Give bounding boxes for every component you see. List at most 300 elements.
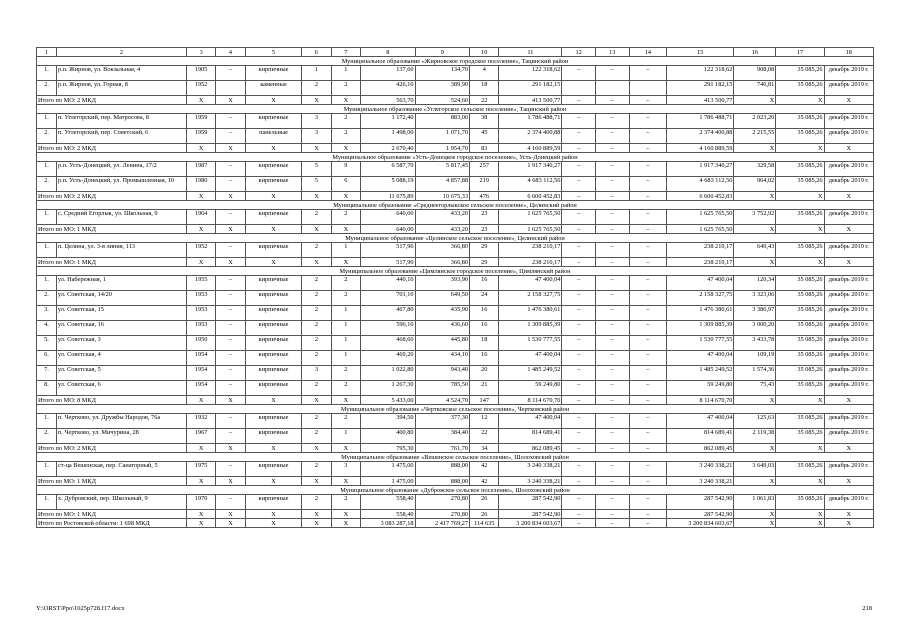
subtotal-col-16: Х [734, 144, 776, 153]
cell-col-2: п. Углегорский, пер. Матросова, 8 [56, 114, 186, 129]
cell-col-3: 1953 [186, 291, 215, 306]
cell-col-1: 8. [37, 381, 57, 396]
cell-col-10: 26 [470, 495, 499, 510]
cell-col-1: 1. [37, 462, 57, 477]
cell-col-17: 35 085,26 [776, 66, 824, 81]
cell-col-18: декабрь 2019 г. [824, 129, 873, 144]
cell-col-15: 4 683 112,56 [667, 177, 734, 192]
cell-col-18: декабрь 2019 г. [824, 177, 873, 192]
cell-col-3: 1959 [186, 114, 215, 129]
cell-col-14: – [629, 462, 667, 477]
subtotal-col-18: Х [824, 477, 873, 486]
cell-col-8: 5 088,19 [361, 177, 416, 192]
cell-col-10: 18 [470, 336, 499, 351]
grand-total-col-13: – [595, 519, 629, 528]
column-number-3: 3 [186, 48, 215, 57]
cell-col-2: ул. Советская, 4 [56, 351, 186, 366]
grand-total-col-10: 114 635 [470, 519, 499, 528]
subtotal-col-12: – [562, 477, 596, 486]
subtotal-col-3: Х [186, 96, 215, 105]
cell-col-5: кирпичные [245, 321, 302, 336]
cell-col-11: 287 542,90 [499, 495, 562, 510]
column-number-9: 9 [415, 48, 470, 57]
subtotal-col-5: Х [245, 96, 302, 105]
cell-col-1: 1. [37, 66, 57, 81]
subtotal-col-6: Х [302, 225, 331, 234]
grand-total-col-11: 3 200 834 603,67 [499, 519, 562, 528]
subtotal-col-12: – [562, 225, 596, 234]
subtotal-col-5: Х [245, 396, 302, 405]
cell-col-16: 109,19 [734, 351, 776, 366]
cell-col-12: – [562, 243, 596, 258]
subtotal-col-12: – [562, 510, 596, 519]
cell-col-1: 4. [37, 321, 57, 336]
cell-col-13: – [595, 129, 629, 144]
cell-col-14: – [629, 321, 667, 336]
cell-col-14: – [629, 66, 667, 81]
cell-col-4 [216, 81, 245, 96]
subtotal-col-14: – [629, 477, 667, 486]
subtotal-col-5: Х [245, 258, 302, 267]
cell-col-12: – [562, 429, 596, 444]
cell-col-8: 1 022,80 [361, 366, 416, 381]
cell-col-5: кирпичные [245, 351, 302, 366]
subtotal-col-10: 22 [470, 96, 499, 105]
cell-col-12: – [562, 414, 596, 429]
cell-col-7: 2 [331, 210, 360, 225]
grand-total-col-3: Х [186, 519, 215, 528]
subtotal-col-15: 4 160 889,59 [667, 144, 734, 153]
cell-col-16: 2 119,38 [734, 429, 776, 444]
subtotal-col-7: Х [331, 258, 360, 267]
cell-col-14: – [629, 243, 667, 258]
cell-col-6: 2 [302, 291, 331, 306]
subtotal-col-6: Х [302, 192, 331, 201]
subtotal-col-17: Х [776, 192, 824, 201]
municipality-section-row [37, 234, 874, 243]
column-number-13: 13 [595, 48, 629, 57]
cell-col-14: – [629, 495, 667, 510]
cell-col-9: 435,90 [415, 306, 470, 321]
subtotal-col-4: Х [216, 144, 245, 153]
subtotal-col-18: Х [824, 192, 873, 201]
cell-col-4: – [216, 429, 245, 444]
table-row [37, 306, 874, 321]
cell-col-7: 1 [331, 306, 360, 321]
subtotal-label: Итого по МО: 2 МКД [37, 444, 187, 453]
cell-col-16: 3 323,06 [734, 291, 776, 306]
municipality-title: Муниципальное образование «Усть-Донецкое городское поселение», Усть-Донецкий район [37, 153, 874, 162]
cell-col-2: ул. Советская, 16 [56, 321, 186, 336]
table-row [37, 210, 874, 225]
subtotal-col-13: – [595, 510, 629, 519]
cell-col-17: 35 085,26 [776, 306, 824, 321]
table-row [37, 321, 874, 336]
cell-col-1: 5. [37, 336, 57, 351]
grand-total-label: Итого по Ростовской области: 1 698 МКД [37, 519, 187, 528]
cell-col-16: 3 433,78 [734, 336, 776, 351]
cell-col-8: 400,80 [361, 429, 416, 444]
subtotal-col-3: Х [186, 225, 215, 234]
subtotal-col-5: Х [245, 144, 302, 153]
subtotal-col-13: – [595, 225, 629, 234]
table-row [37, 243, 874, 258]
subtotal-col-15: 413 500,77 [667, 96, 734, 105]
cell-col-2: ул. Советская, 3 [56, 336, 186, 351]
cell-col-1: 2. [37, 429, 57, 444]
subtotal-col-12: – [562, 396, 596, 405]
cell-col-12: – [562, 114, 596, 129]
cell-col-1: 1. [37, 243, 57, 258]
subtotal-col-10: 34 [470, 444, 499, 453]
cell-col-16: 3 649,03 [734, 462, 776, 477]
cell-col-6: 3 [302, 114, 331, 129]
cell-col-3: 1987 [186, 162, 215, 177]
cell-col-5: кирпичные [245, 429, 302, 444]
column-number-14: 14 [629, 48, 667, 57]
cell-col-3: 1959 [186, 129, 215, 144]
cell-col-10: 24 [470, 291, 499, 306]
cell-col-8: 469,20 [361, 351, 416, 366]
cell-col-10: 16 [470, 321, 499, 336]
cell-col-10: 18 [470, 81, 499, 96]
cell-col-14: – [629, 291, 667, 306]
cell-col-15: 1 625 765,50 [667, 210, 734, 225]
subtotal-label: Итого по МО: 1 МКД [37, 225, 187, 234]
cell-col-11: 59 249,80 [499, 381, 562, 396]
subtotal-col-11: 3 240 338,21 [499, 477, 562, 486]
cell-col-17: 35 085,26 [776, 177, 824, 192]
subtotal-col-18: Х [824, 258, 873, 267]
cell-col-2: р.п. Усть-Донецкий, ул. Ленина, 17/2 [56, 162, 186, 177]
cell-col-12: – [562, 162, 596, 177]
cell-col-11: 2 374 400,88 [499, 129, 562, 144]
cell-col-7: 1 [331, 429, 360, 444]
cell-col-15: 1 476 380,61 [667, 306, 734, 321]
cell-col-15: 1 485 249,52 [667, 366, 734, 381]
cell-col-12: – [562, 291, 596, 306]
cell-col-2: р.п. Жирнов, ул. Вокзальная, 4 [56, 66, 186, 81]
subtotal-col-10: 26 [470, 510, 499, 519]
municipality-section-row [37, 201, 874, 210]
subtotal-col-10: 147 [470, 396, 499, 405]
cell-col-10: 20 [470, 366, 499, 381]
cell-col-7: 2 [331, 276, 360, 291]
cell-col-7: 1 [331, 66, 360, 81]
subtotal-col-8: 517,90 [361, 258, 416, 267]
subtotal-row [37, 258, 874, 267]
cell-col-5: кирпичные [245, 495, 302, 510]
cell-col-8: 558,40 [361, 495, 416, 510]
table-row [37, 366, 874, 381]
cell-col-4: – [216, 66, 245, 81]
cell-col-15: 3 240 338,21 [667, 462, 734, 477]
cell-col-17: 35 085,26 [776, 429, 824, 444]
cell-col-13: – [595, 351, 629, 366]
cell-col-15: 47 400,04 [667, 351, 734, 366]
municipality-section-row [37, 453, 874, 462]
subtotal-col-9: 888,00 [415, 477, 470, 486]
cell-col-3: 1954 [186, 351, 215, 366]
cell-col-14: – [629, 351, 667, 366]
subtotal-col-6: Х [302, 510, 331, 519]
cell-col-2: ст-ца Вешенская, пер. Санаторный, 5 [56, 462, 186, 477]
column-number-17: 17 [776, 48, 824, 57]
subtotal-col-18: Х [824, 225, 873, 234]
cell-col-3: 1953 [186, 321, 215, 336]
cell-col-10: 12 [470, 414, 499, 429]
cell-col-4: – [216, 177, 245, 192]
cell-col-18: декабрь 2019 г. [824, 351, 873, 366]
cell-col-15: 814 689,41 [667, 429, 734, 444]
cell-col-2: р.п. Жирнов, ул. Горная, 8 [56, 81, 186, 96]
subtotal-col-15: 6 600 452,83 [667, 192, 734, 201]
cell-col-9: 649,50 [415, 291, 470, 306]
cell-col-13: – [595, 414, 629, 429]
cell-col-12: – [562, 306, 596, 321]
cell-col-13: – [595, 276, 629, 291]
subtotal-row [37, 144, 874, 153]
cell-col-18: декабрь 2019 г. [824, 66, 873, 81]
cell-col-2: п. Чертково, ул. Мичурина, 28 [56, 429, 186, 444]
cell-col-10: 38 [470, 114, 499, 129]
cell-col-10: 22 [470, 429, 499, 444]
cell-col-8: 467,80 [361, 306, 416, 321]
subtotal-col-6: Х [302, 258, 331, 267]
subtotal-col-13: – [595, 192, 629, 201]
cell-col-2: ул. Советская, 15 [56, 306, 186, 321]
cell-col-7: 1 [331, 321, 360, 336]
cell-col-8: 137,60 [361, 66, 416, 81]
subtotal-col-9: 10 675,33 [415, 192, 470, 201]
table-row [37, 291, 874, 306]
cell-col-10: 45 [470, 129, 499, 144]
cell-col-16: 3 752,92 [734, 210, 776, 225]
subtotal-col-14: – [629, 144, 667, 153]
grand-total-col-15: 3 200 834 603,67 [667, 519, 734, 528]
cell-col-12: – [562, 177, 596, 192]
cell-col-3: 1905 [186, 66, 215, 81]
cell-col-5: кирпичные [245, 276, 302, 291]
houses-table [36, 47, 874, 528]
cell-col-15: 2 158 327,75 [667, 291, 734, 306]
cell-col-3: 1953 [186, 306, 215, 321]
cell-col-18: декабрь 2019 г. [824, 462, 873, 477]
subtotal-col-8: 2 670,40 [361, 144, 416, 153]
cell-col-11: 1 917 340,27 [499, 162, 562, 177]
cell-col-17: 35 085,26 [776, 210, 824, 225]
cell-col-4: – [216, 210, 245, 225]
subtotal-col-8: 563,70 [361, 96, 416, 105]
subtotal-col-15: 8 114 670,70 [667, 396, 734, 405]
cell-col-13: – [595, 162, 629, 177]
subtotal-col-11: 8 114 670,70 [499, 396, 562, 405]
municipality-section-row [37, 405, 874, 414]
subtotal-col-13: – [595, 396, 629, 405]
cell-col-13: – [595, 336, 629, 351]
subtotal-col-7: Х [331, 477, 360, 486]
cell-col-8: 640,00 [361, 210, 416, 225]
cell-col-11: 122 318,62 [499, 66, 562, 81]
municipality-title: Муниципальное образование «Среднеегорлыкское сельское поселение», Целинский район [37, 201, 874, 210]
cell-col-11: 47 400,04 [499, 351, 562, 366]
cell-col-12: – [562, 66, 596, 81]
page-number: 218 [862, 605, 872, 612]
subtotal-col-3: Х [186, 192, 215, 201]
subtotal-col-17: Х [776, 225, 824, 234]
subtotal-col-9: 1 954,70 [415, 144, 470, 153]
table-row [37, 462, 874, 477]
cell-col-14: – [629, 129, 667, 144]
subtotal-col-15: 238 210,17 [667, 258, 734, 267]
cell-col-18: декабрь 2019 г. [824, 495, 873, 510]
cell-col-16: 2 215,55 [734, 129, 776, 144]
cell-col-8: 1 267,30 [361, 381, 416, 396]
cell-col-18: декабрь 2019 г. [824, 429, 873, 444]
municipality-title: Муниципальное образование «Дубровское сельское поселение», Шолоховский район [37, 486, 874, 495]
cell-col-6: 2 [302, 210, 331, 225]
municipality-title: Муниципальное образование «Вешенское сельское поселение», Шолоховский район [37, 453, 874, 462]
cell-col-11: 2 158 327,75 [499, 291, 562, 306]
cell-col-4: – [216, 129, 245, 144]
cell-col-2: п. Углегорский, пер. Советский, 6 [56, 129, 186, 144]
subtotal-col-6: Х [302, 477, 331, 486]
cell-col-13 [595, 81, 629, 96]
cell-col-2: п. Чертково, ул. Дружбы Народов, 76а [56, 414, 186, 429]
cell-col-14: – [629, 210, 667, 225]
cell-col-12: – [562, 129, 596, 144]
cell-col-7: 6 [331, 177, 360, 192]
column-number-10: 10 [470, 48, 499, 57]
cell-col-10: 257 [470, 162, 499, 177]
cell-col-13: – [595, 114, 629, 129]
subtotal-col-4: Х [216, 96, 245, 105]
subtotal-col-15: 862 089,45 [667, 444, 734, 453]
cell-col-13: – [595, 291, 629, 306]
subtotal-col-7: Х [331, 396, 360, 405]
cell-col-17: 35 085,26 [776, 381, 824, 396]
municipality-section-row [37, 486, 874, 495]
subtotal-col-13: – [595, 144, 629, 153]
subtotal-col-8: 795,30 [361, 444, 416, 453]
cell-col-6: 2 [302, 336, 331, 351]
subtotal-col-3: Х [186, 477, 215, 486]
cell-col-13: – [595, 495, 629, 510]
cell-col-18: декабрь 2019 г. [824, 162, 873, 177]
subtotal-col-18: Х [824, 96, 873, 105]
subtotal-col-8: 640,00 [361, 225, 416, 234]
cell-col-9: 883,00 [415, 114, 470, 129]
subtotal-col-17: Х [776, 444, 824, 453]
subtotal-col-11: 413 500,77 [499, 96, 562, 105]
table-row [37, 351, 874, 366]
municipality-title: Муниципальное образование «Целинское сельское поселение», Целинский район [37, 234, 874, 243]
cell-col-1: 7. [37, 366, 57, 381]
subtotal-col-4: Х [216, 444, 245, 453]
cell-col-3: 1975 [186, 462, 215, 477]
cell-col-15: 291 182,15 [667, 81, 734, 96]
subtotal-col-17: Х [776, 144, 824, 153]
cell-col-8: 701,10 [361, 291, 416, 306]
cell-col-11: 1 476 380,61 [499, 306, 562, 321]
cell-col-10: 23 [470, 210, 499, 225]
subtotal-col-4: Х [216, 192, 245, 201]
cell-col-7: 2 [331, 366, 360, 381]
cell-col-9: 434,10 [415, 351, 470, 366]
cell-col-18: декабрь 2019 г. [824, 210, 873, 225]
column-number-5: 5 [245, 48, 302, 57]
grand-total-col-16: Х [734, 519, 776, 528]
cell-col-3: 1970 [186, 495, 215, 510]
table-row [37, 336, 874, 351]
cell-col-18: декабрь 2019 г. [824, 276, 873, 291]
cell-col-3: 1964 [186, 210, 215, 225]
table-body [37, 48, 874, 528]
cell-col-18: декабрь 2019 г. [824, 306, 873, 321]
cell-col-6: 2 [302, 414, 331, 429]
document-path: Y:\ORST\Ppo\1025p728.f17.docx [36, 605, 125, 612]
cell-col-3: 1967 [186, 429, 215, 444]
subtotal-col-5: Х [245, 510, 302, 519]
cell-col-18: декабрь 2019 г. [824, 321, 873, 336]
cell-col-4: – [216, 336, 245, 351]
column-number-2: 2 [56, 48, 186, 57]
cell-col-6: 2 [302, 351, 331, 366]
cell-col-14: – [629, 306, 667, 321]
subtotal-col-5: Х [245, 225, 302, 234]
cell-col-1: 2. [37, 129, 57, 144]
subtotal-col-10: 83 [470, 144, 499, 153]
capital-repair-table-sheet [36, 47, 874, 528]
subtotal-col-7: Х [331, 510, 360, 519]
cell-col-8: 394,50 [361, 414, 416, 429]
cell-col-4: – [216, 366, 245, 381]
subtotal-row [37, 96, 874, 105]
subtotal-col-9: 366,80 [415, 258, 470, 267]
cell-col-1: 1. [37, 114, 57, 129]
cell-col-13: – [595, 243, 629, 258]
cell-col-8: 468,60 [361, 336, 416, 351]
cell-col-10: 16 [470, 306, 499, 321]
subtotal-col-18: Х [824, 444, 873, 453]
cell-col-14: – [629, 177, 667, 192]
grand-total-col-8: 3 083 287,18 [361, 519, 416, 528]
cell-col-7: 2 [331, 129, 360, 144]
cell-col-17: 35 085,26 [776, 129, 824, 144]
cell-col-1: 2. [37, 81, 57, 96]
subtotal-col-16: Х [734, 192, 776, 201]
subtotal-col-6: Х [302, 396, 331, 405]
cell-col-18: декабрь 2019 г. [824, 381, 873, 396]
cell-col-16: 3 000,20 [734, 321, 776, 336]
cell-col-12: – [562, 381, 596, 396]
cell-col-18: декабрь 2019 г. [824, 366, 873, 381]
cell-col-17: 35 085,26 [776, 162, 824, 177]
table-row [37, 177, 874, 192]
cell-col-1: 1. [37, 210, 57, 225]
cell-col-12: – [562, 276, 596, 291]
cell-col-12: – [562, 495, 596, 510]
cell-col-9: 389,90 [415, 81, 470, 96]
subtotal-col-17: Х [776, 396, 824, 405]
cell-col-16: 908,08 [734, 66, 776, 81]
cell-col-6: 2 [302, 429, 331, 444]
subtotal-col-9: 761,70 [415, 444, 470, 453]
cell-col-1: 2. [37, 177, 57, 192]
cell-col-7: 3 [331, 462, 360, 477]
subtotal-col-14: – [629, 510, 667, 519]
cell-col-11: 1 786 488,71 [499, 114, 562, 129]
